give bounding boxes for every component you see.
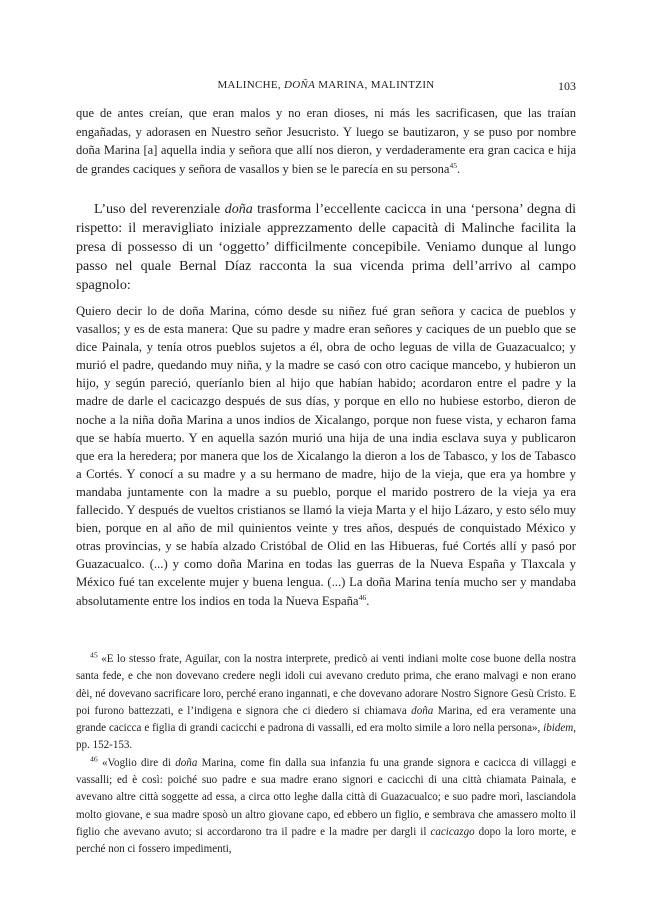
quote-text: que de antes creían, que eran malos y no eran dioses, ni más les sacrificasen, que las traían engañadas, y adorasen en Nuestro señor Jesucristo. Y luego se bautizaron, y se puso por nombre doña Marina [a] aquella india y señora que allí nos dieron, y verdaderamente era gran cacica e hija de grandes caciques y señora de vasallos y bien se le parecía en su persona [76,106,576,176]
footnote-italic: doña [411,704,434,717]
footnote-text: «Voglio dire di [97,756,176,769]
block-quote-top [76,104,576,178]
footnotes [76,651,576,859]
quote-end: . [366,593,370,608]
running-title [76,79,576,91]
footnote-text: , pp. 152-153. [76,722,576,752]
page-number: 103 [558,79,576,93]
body-text: L’uso del reverenziale [94,201,225,217]
footnote-number: 45 [90,650,98,660]
quote-text: Quiero decir lo de doña Marina, cómo desde su niñez fué gran señora y cacica de pueblos y vasallos; y es de esta manera: Que su padre y madre eran señores y caciques de un pueblo que se dice Painala, y tenía otros pueblos sujetos a él, obra de ocho leguas de villa de Guazacualco; y murió el padre, quedando muy niña, y la madre se casó con otro cacique mancebo, y hubieron un hijo, y según pareció, queríanlo bien al hijo que habían habido; acordaron entre el padre y la madre de darle el cacicazgo después de sus días, y porque en ello no hubiese estorbo, dieron de noche a la niña doña Marina a unos indios de Xicalango, porque non fuese vista, y echaron fama que se había muerto. Y en aquella sazón murió una hija de una india esclava suya y publicaron que era la heredera; por manera que los de Xicalango la dieron a los de Tabasco, y los de Tabasco a Cortés. Y conocí a su madre y a su hermano de madre, hijo de la vieja, que era ya hombre y mandaba juntamente con la madre a su pueblo, porque el marido postrero de la vieja ya era fallecido. Y después de vueltos cristianos se llamó la vieja Marta y el hijo Lázaro, y esto sélo muy bien, porque en al año de mil quinientos veinte y tres años, después de conquistado México y otras provincias, y se había alzado Cristóbal de Olid en las Hibueras, fué Cortés allí y pasó por Guazacualco. (...) y como doña Marina en todas las guerras de la Nueva España y Tlaxcala y México fué tan excelente mujer y buena lengua. (...) La doña Marina tenía mucho ser y mandaba absolutamente entre los indios en toda la Nueva España [76,304,576,608]
footnote-ref-45[interactable]: 45 [449,160,457,170]
footnote-45 [76,651,576,755]
footnote-text: «E lo stesso frate, Aguilar, con la nostra interprete, predicò ai venti indiani molte cose buone della nostra santa fede, e che non dovevano credere negli idoli cui avevano creduto prima, che erano malvagi e non erano dèi, né dovevano sacrificare loro, perché erano ingannati, e che dovevano adorare Nostro Signore Gesù Cristo. E poi furono battezzati, e l’indigena e signora che ci diedero si chiamava [76,653,576,717]
footnote-46 [76,755,576,859]
running-title-part: MALINCHE, [217,79,285,91]
block-quote-main [76,302,576,610]
running-title-italic: DOÑA [284,79,316,91]
footnote-number: 46 [90,754,98,764]
footnote-text: Marina, ed era veramente una grande cacicca e figlia di grandi cacicchi e padrona di vassalli, ed era molto simile a loro nella persona», [76,704,576,735]
running-title-part: MARINA, MALINTZIN [315,79,435,91]
footnote-italic: doña [175,756,198,769]
quote-end: . [456,161,461,176]
body-text: trasforma l’eccellente cacicca in una ‘persona’ degna di rispetto: il meravigliato iniziale apprezzamento delle capacità di Malinche facilita la presa di possesso di un ‘oggetto’ difficilmente concepibile. Veniamo dunque al lungo passo nel quale Bernal Díaz racconta la sua vicenda prima dell’arrivo al campo spagnolo: [76,201,576,294]
body-paragraph [76,200,576,295]
footnote-text: dopo la loro morte, e perché non ci fossero impedimenti, [76,825,576,856]
footnote-italic: ibidem [543,722,574,735]
footnote-italic: cacicazgo [430,825,475,838]
footnote-ref-46[interactable]: 46 [358,592,367,602]
footnote-text: Marina, come fin dalla sua infanzia fu una grande signora e cacicca di villaggi e vassalli; ed è così: poiché suo padre e sua madre erano signori e cacicchi di una città chiamata Painala, e avevano altre città soggette ad essa, a circa otto leghe dalla città di Guazacualco; e suo padre morì, lasciandola molto giovane, e sua madre sposò un altro giovane capo, ed ebbero un figlio, e sembrava che amassero molto il figlio che avevano avuto; si accordarono tra il padre e la madre per dargli il [76,756,576,838]
running-head [76,79,576,95]
body-italic: doña [224,201,253,217]
